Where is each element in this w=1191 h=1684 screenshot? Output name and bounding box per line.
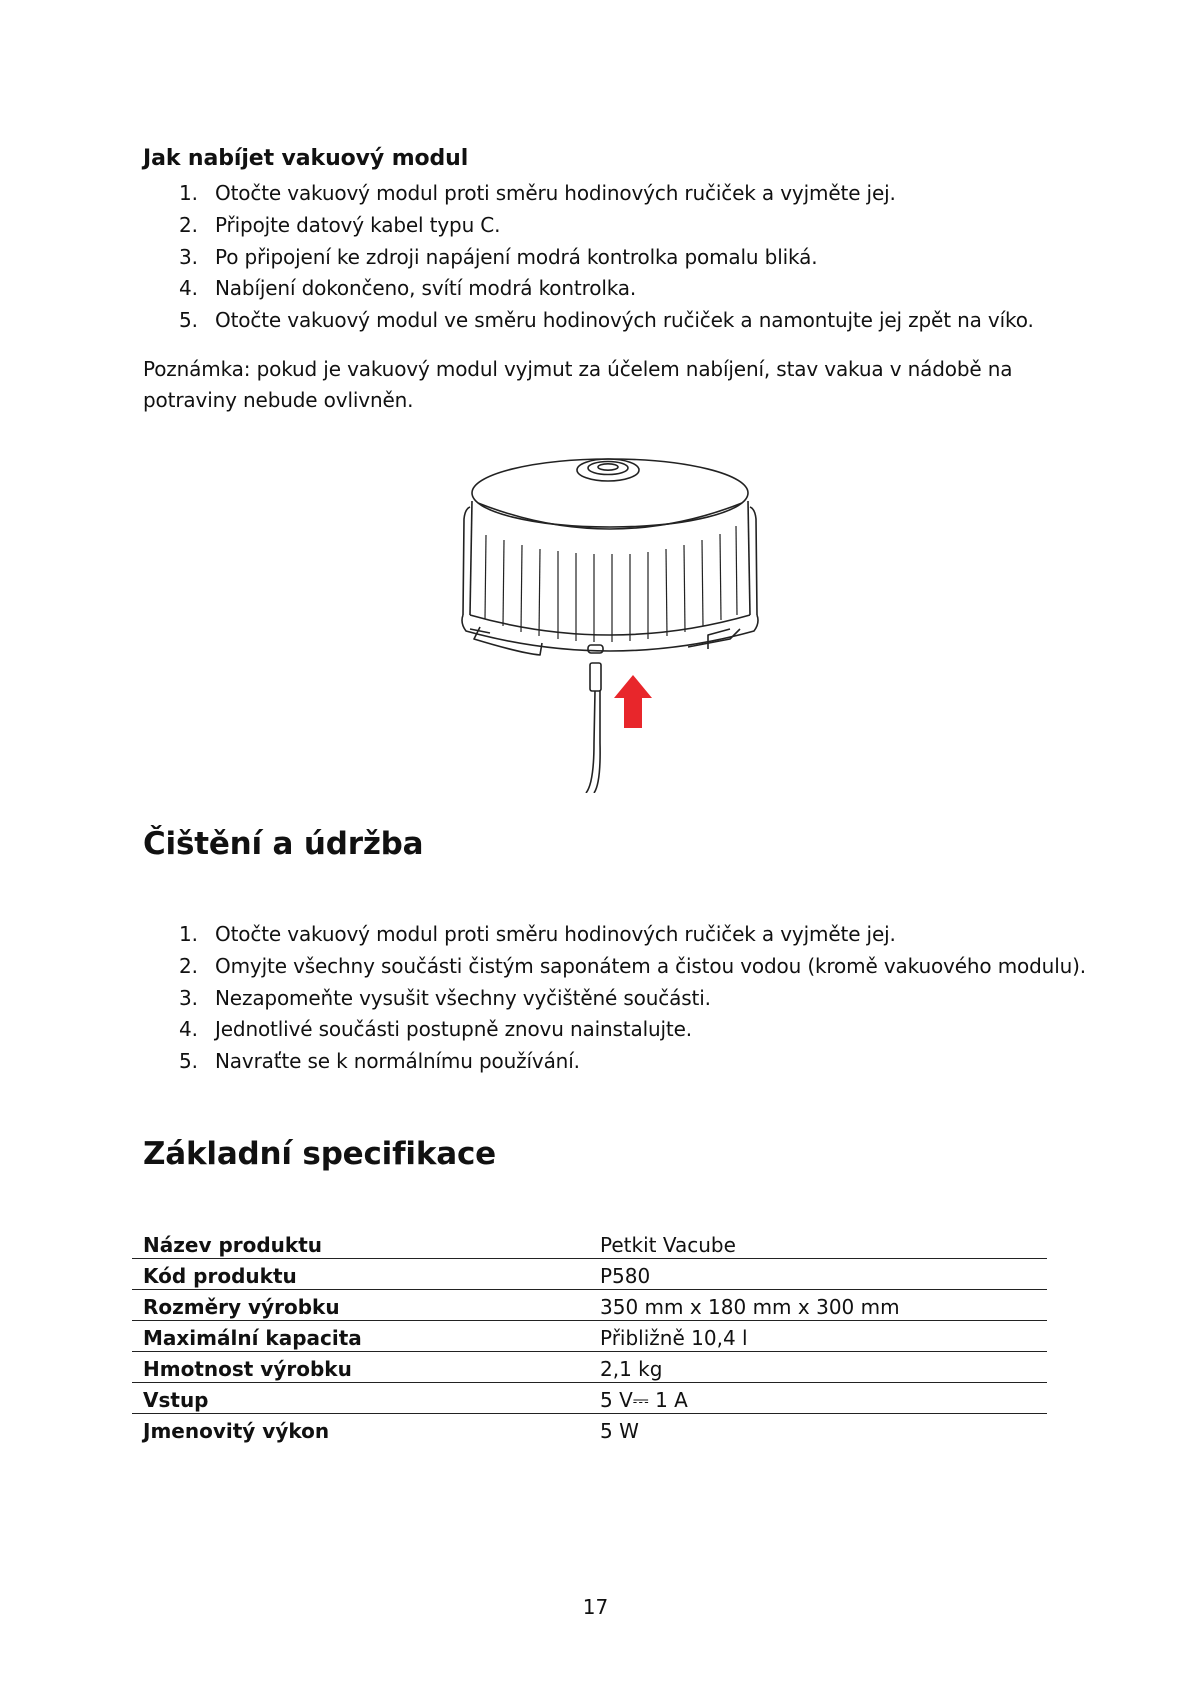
- charging-heading: Jak nabíjet vakuový modul: [143, 146, 469, 171]
- step-text: Po připojení ke zdroji napájení modrá kontrolka pomalu bliká.: [215, 244, 818, 269]
- spec-label: Kód produktu: [132, 1259, 589, 1290]
- step-text: Otočte vakuový modul proti směru hodinových ručiček a vyjměte jej.: [215, 181, 896, 205]
- spec-label: Rozměry výrobku: [132, 1290, 589, 1321]
- page-number: 17: [582, 1595, 609, 1619]
- list-item: [143, 273, 1095, 305]
- step-number: 2.: [179, 953, 198, 978]
- spec-label: Hmotnost výrobku: [132, 1352, 589, 1383]
- list-item: [143, 305, 1095, 337]
- spec-value: 350 mm x 180 mm x 300 mm: [589, 1290, 1047, 1321]
- charging-steps-list: [143, 178, 1095, 337]
- table-row: [132, 1259, 1047, 1290]
- spec-label: Maximální kapacita: [132, 1321, 589, 1352]
- spec-label: Vstup: [132, 1383, 589, 1414]
- step-number: 3.: [179, 244, 198, 269]
- specs-heading: Základní specifikace: [143, 1136, 496, 1172]
- list-item: [143, 983, 1095, 1015]
- table-row: [132, 1414, 1047, 1445]
- table-row: [132, 1352, 1047, 1383]
- step-text: Otočte vakuový modul proti směru hodinových ručiček a vyjměte jej.: [215, 922, 896, 946]
- table-row: [132, 1321, 1047, 1352]
- step-text: Jednotlivé součásti postupně znovu nainstalujte.: [215, 1017, 692, 1042]
- list-item: [143, 242, 1095, 274]
- step-text: Připojte datový kabel typu C.: [215, 212, 501, 237]
- spec-value: 5 V⎓ 1 A: [589, 1383, 1047, 1414]
- step-text: Nezapomeňte vysušit všechny vyčištěné součásti.: [215, 985, 711, 1010]
- spec-label: Jmenovitý výkon: [143, 1419, 330, 1443]
- list-item: [143, 919, 1095, 951]
- spec-value: P580: [589, 1259, 1047, 1290]
- table-row: [132, 1383, 1047, 1414]
- step-number: 1.: [179, 922, 198, 946]
- cleaning-heading: Čištění a údržba: [143, 826, 424, 862]
- list-item: [143, 951, 1095, 983]
- spec-value: 2,1 kg: [589, 1352, 1047, 1383]
- list-item: [143, 1014, 1095, 1046]
- step-number: 5.: [179, 308, 198, 333]
- table-row: [132, 1228, 1047, 1259]
- step-text: Otočte vakuový modul ve směru hodinových ručiček a namontujte jej zpět na víko.: [215, 308, 1034, 333]
- table-row: [132, 1290, 1047, 1321]
- step-text: Navraťte se k normálnímu používání.: [215, 1049, 580, 1074]
- spec-value: Petkit Vacube: [589, 1228, 1047, 1259]
- list-item: [143, 1046, 1095, 1078]
- charging-note: Poznámka: pokud je vakuový modul vyjmut za účelem nabíjení, stav vakua v nádobě na potraviny nebude ovlivněn.: [143, 357, 1013, 412]
- step-number: 1.: [179, 181, 198, 205]
- vacuum-module-charging-illustration: [430, 443, 790, 793]
- step-number: 2.: [179, 212, 198, 237]
- list-item: [143, 210, 1095, 242]
- step-number: 4.: [179, 1017, 198, 1042]
- cleaning-steps-list: [143, 919, 1095, 1078]
- spec-value: Přibližně 10,4 l: [589, 1321, 1047, 1352]
- step-text: Nabíjení dokončeno, svítí modrá kontrolka.: [215, 276, 637, 301]
- step-number: 5.: [179, 1049, 198, 1074]
- list-item: [143, 178, 1095, 210]
- spec-label: Název produktu: [132, 1228, 589, 1259]
- step-number: 3.: [179, 985, 198, 1010]
- step-text: Omyjte všechny součásti čistým saponátem a čistou vodou (kromě vakuového modulu).: [215, 953, 1086, 978]
- step-number: 4.: [179, 276, 198, 301]
- specs-table: [132, 1228, 1047, 1444]
- spec-value: 5 W: [600, 1419, 639, 1443]
